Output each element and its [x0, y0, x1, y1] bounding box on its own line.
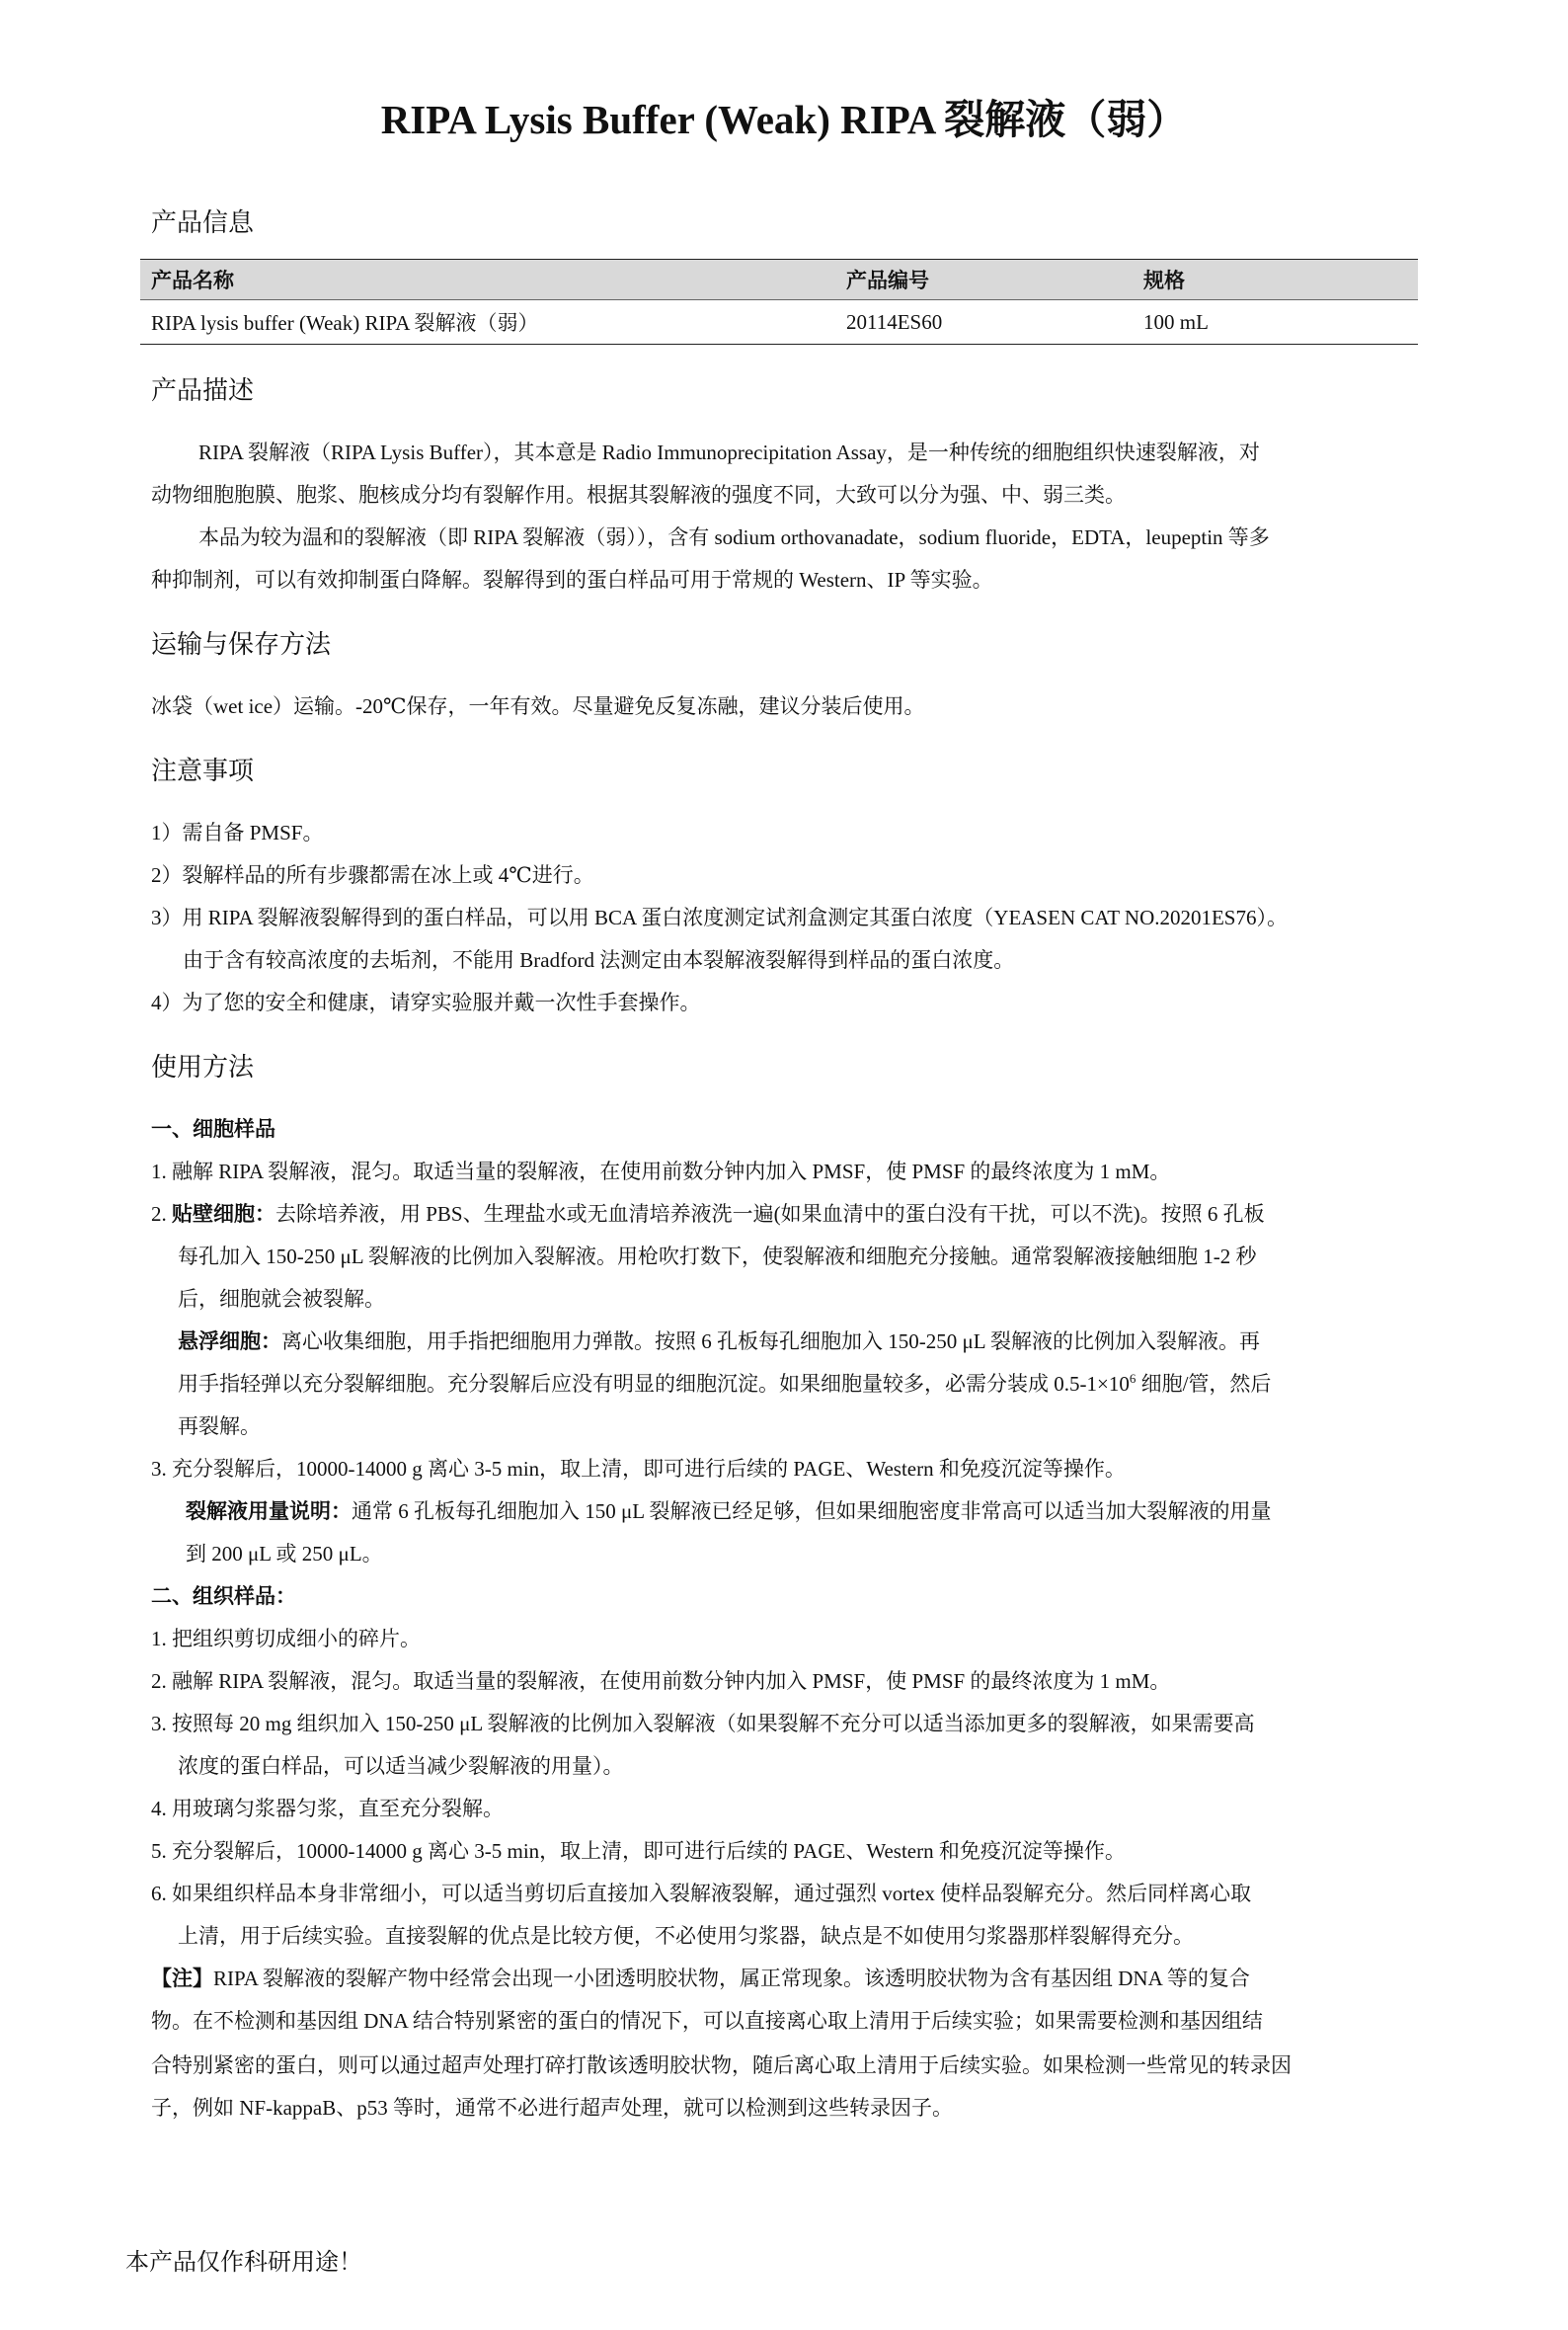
tissue-step-3: 3. 按照每 20 mg 组织加入 150-250 μL 裂解液的比例加入裂解液（如果裂解不充分可以适当添加更多的裂解液，如果需要高: [151, 1712, 1255, 1735]
cell-step-2: [151, 1193, 1265, 1236]
header-product-code: 产品编号: [835, 260, 1133, 300]
cell-product-code: 20114ES60: [835, 300, 1133, 345]
note-item: 4）为了您的安全和健康，请穿实验服并戴一次性手套操作。: [151, 991, 701, 1014]
suspension-cells-label: 悬浮细胞：: [178, 1329, 281, 1353]
table-row: [140, 300, 1418, 345]
description-line: 动物细胞胞膜、胞浆、胞核成分均有裂解作用。根据其裂解液的强度不同，大致可以分为强、中、弱三类。: [151, 483, 1126, 507]
section-heading-storage: 运输与保存方法: [151, 630, 332, 660]
step-text: 通常 6 孔板每孔细胞加入 150 μL 裂解液已经足够，但如果细胞密度非常高可以适当加大裂解液的用量: [352, 1499, 1272, 1523]
section-heading-usage: 使用方法: [151, 1053, 255, 1083]
dosage-label: 裂解液用量说明：: [186, 1499, 352, 1523]
description-line: 种抑制剂，可以有效抑制蛋白降解。裂解得到的蛋白样品可用于常规的 Western、IP 等实验。: [151, 568, 993, 592]
exponent: 6: [1129, 1371, 1137, 1386]
table-header-row: [140, 260, 1418, 300]
note-paragraph-line: 子，例如 NF-kappaB、p53 等时，通常不必进行超声处理，就可以检测到这些转录因子。: [151, 2096, 953, 2120]
footer-disclaimer: 本产品仅作科研用途！: [125, 2250, 362, 2276]
tissue-step-6-line: 上清，用于后续实验。直接裂解的优点是比较方便，不必使用匀浆器，缺点是不如使用匀浆器那样裂解得充分。: [178, 1924, 1194, 1948]
tissue-step-6: 6. 如果组织样品本身非常细小，可以适当剪切后直接加入裂解液裂解，通过强烈 vortex 使样品裂解充分。然后同样离心取: [151, 1882, 1252, 1905]
step-text: 离心收集细胞，用手指把细胞用力弹散。按照 6 孔板每孔细胞加入 150-250 μL 裂解液的比例加入裂解液。再: [281, 1329, 1261, 1353]
suspension-cells-line: [178, 1321, 1260, 1363]
note-item: 3）用 RIPA 裂解液裂解得到的蛋白样品，可以用 BCA 蛋白浓度测定试剂盒测定其蛋白浓度（YEASEN CAT NO.20201ES76）。: [151, 906, 1288, 929]
note-item: 1）需自备 PMSF。: [151, 821, 324, 844]
tissue-step-5: 5. 充分裂解后，10000-14000 g 离心 3-5 min，取上清，即可进行后续的 PAGE、Western 和免疫沉淀等操作。: [151, 1839, 1126, 1863]
tissue-step-3-line: 浓度的蛋白样品，可以适当减少裂解液的用量）。: [178, 1754, 624, 1778]
suspension-cells-line: 再裂解。: [178, 1414, 261, 1438]
cell-spec: 100 mL: [1133, 300, 1418, 345]
description-line: RIPA 裂解液（RIPA Lysis Buffer），其本意是 Radio Immunoprecipitation Assay，是一种传统的细胞组织快速裂解液，对: [198, 441, 1260, 464]
dosage-line: 到 200 μL 或 250 μL。: [186, 1542, 383, 1566]
note-label: 【注】: [151, 1967, 213, 1990]
cell-step-3: 3. 充分裂解后，10000-14000 g 离心 3-5 min，取上清，即可进行后续的 PAGE、Western 和免疫沉淀等操作。: [151, 1457, 1126, 1481]
suspension-cells-line: [178, 1363, 1271, 1406]
section-heading-description: 产品描述: [151, 376, 255, 406]
tissue-step-2: 2. 融解 RIPA 裂解液，混匀。取适当量的裂解液，在使用前数分钟内加入 PMSF，使 PMSF 的最终浓度为 1 mM。: [151, 1669, 1171, 1693]
section-heading-notes: 注意事项: [151, 757, 255, 786]
note-paragraph-line: 合特别紧密的蛋白，则可以通过超声处理打碎打散该透明胶状物，随后离心取上清用于后续实验。如果检测一些常见的转录因: [151, 2053, 1292, 2077]
dosage-line: [186, 1490, 1272, 1533]
note-paragraph-line: 物。在不检测和基因组 DNA 结合特别紧密的蛋白的情况下，可以直接离心取上清用于后续实验；如果需要检测和基因组结: [151, 2009, 1263, 2033]
step-number: 2.: [151, 1202, 172, 1226]
header-spec: 规格: [1133, 260, 1418, 300]
note-text: RIPA 裂解液的裂解产物中经常会出现一小团透明胶状物，属正常现象。该透明胶状物为含有基因组 DNA 等的复合: [213, 1967, 1250, 1990]
step-text: 用手指轻弹以充分裂解细胞。充分裂解后应没有明显的细胞沉淀。如果细胞量较多，必需分装成 0.5-1×10: [178, 1372, 1130, 1396]
cell-step-2-line: 每孔加入 150-250 μL 裂解液的比例加入裂解液。用枪吹打数下，使裂解液和细胞充分接触。通常裂解液接触细胞 1-2 秒: [178, 1245, 1257, 1268]
adherent-cells-label: 贴壁细胞：: [172, 1202, 275, 1226]
cell-sample-heading: 一、细胞样品: [151, 1117, 275, 1141]
tissue-sample-heading: 二、组织样品：: [151, 1584, 296, 1608]
cell-step-1: 1. 融解 RIPA 裂解液，混匀。取适当量的裂解液，在使用前数分钟内加入 PMSF，使 PMSF 的最终浓度为 1 mM。: [151, 1160, 1171, 1183]
storage-text: 冰袋（wet ice）运输。-20℃保存，一年有效。尽量避免反复冻融，建议分装后使用。: [151, 694, 925, 718]
note-paragraph-line: [151, 1958, 1250, 2000]
document-title: RIPA Lysis Buffer (Weak) RIPA 裂解液（弱）: [380, 97, 1188, 142]
note-item-continuation: 由于含有较高浓度的去垢剂，不能用 Bradford 法测定由本裂解液裂解得到样品的蛋白浓度。: [183, 948, 1015, 972]
product-table: [140, 259, 1418, 345]
cell-product-name: RIPA lysis buffer (Weak) RIPA 裂解液（弱）: [140, 300, 835, 345]
header-product-name: 产品名称: [140, 260, 835, 300]
note-item: 2）裂解样品的所有步骤都需在冰上或 4℃进行。: [151, 863, 594, 887]
tissue-step-4: 4. 用玻璃匀浆器匀浆，直至充分裂解。: [151, 1797, 504, 1820]
tissue-step-1: 1. 把组织剪切成细小的碎片。: [151, 1627, 421, 1650]
step-text: 细胞/管，然后: [1136, 1372, 1272, 1396]
section-heading-product-info: 产品信息: [151, 208, 255, 238]
cell-step-2-line: 后，细胞就会被裂解。: [178, 1287, 385, 1311]
description-line: 本品为较为温和的裂解液（即 RIPA 裂解液（弱）），含有 sodium orthovanadate，sodium fluoride，EDTA，leupeptin 等多: [198, 525, 1270, 549]
step-text: 去除培养液，用 PBS、生理盐水或无血清培养液洗一遍(如果血清中的蛋白没有干扰，可以不洗)。按照 6 孔板: [275, 1202, 1265, 1226]
